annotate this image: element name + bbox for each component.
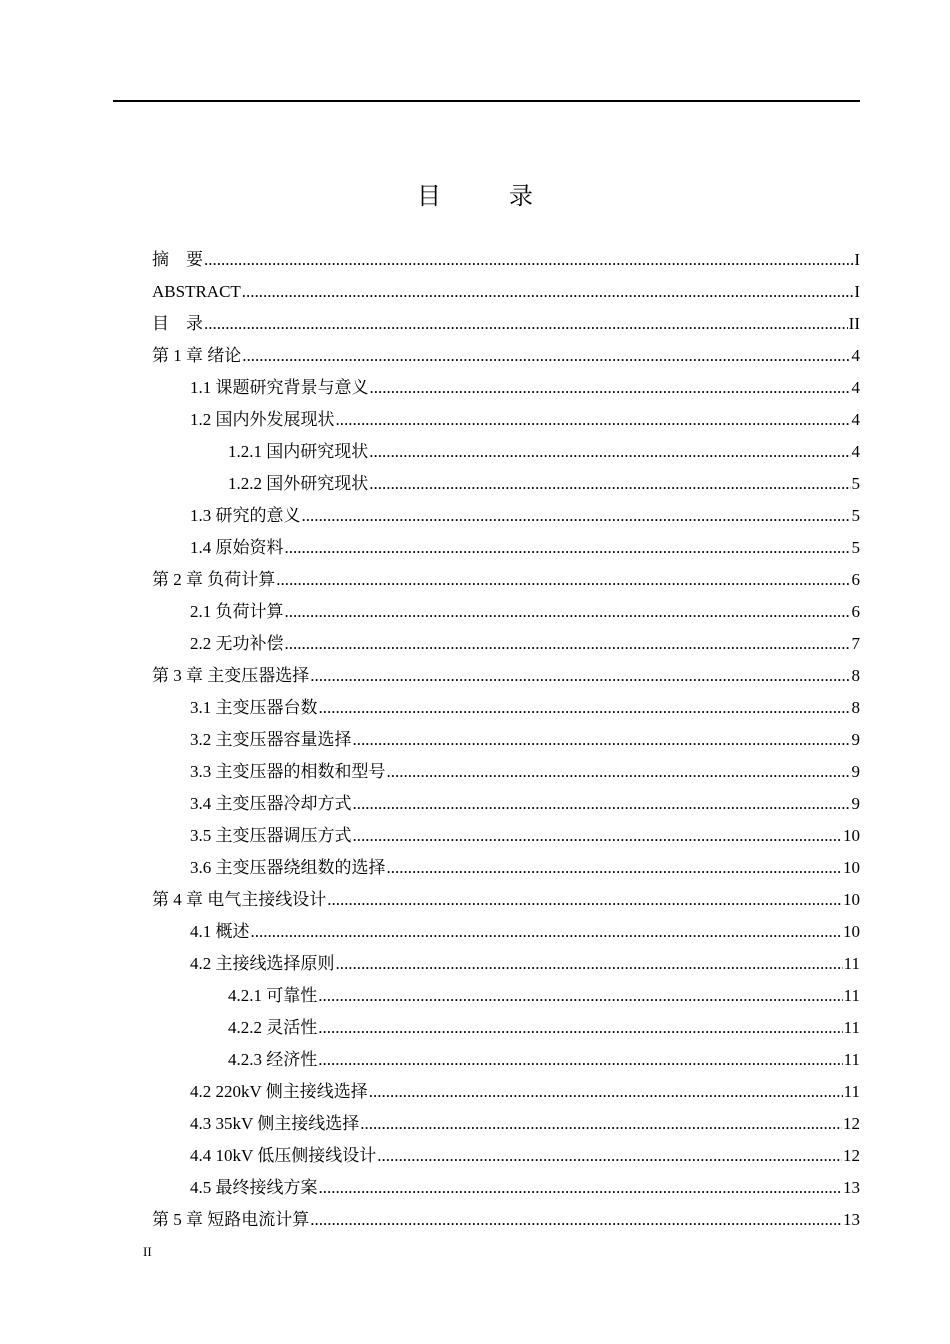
toc-entry-label: 3.4 主变压器冷却方式 [190,794,352,813]
toc-entry-label: 4.2 220kV 侧主接线选择 [190,1082,368,1101]
toc-entry-label: 1.3 研究的意义 [190,506,301,525]
toc-entry[interactable] [190,948,860,980]
toc-entry[interactable] [190,788,860,820]
toc-entry-label: 4.2 主接线选择原则 [190,954,335,973]
toc-entry[interactable] [190,532,860,564]
toc-entry-page: 5 [851,474,860,493]
toc-entry-page: 12 [843,1146,860,1165]
toc-entry-page: 10 [843,890,860,909]
toc-entry-page: 8 [851,698,860,717]
toc-entry[interactable] [190,916,860,948]
toc-dot-leader [276,564,850,596]
header-rule [113,100,860,102]
toc-entry[interactable] [190,1108,860,1140]
toc-dot-leader [370,372,851,404]
toc-entry[interactable] [152,340,860,372]
toc-dot-leader [302,500,851,532]
toc-dot-leader [318,1012,842,1044]
toc-entry-label: 1.2 国内外发展现状 [190,410,335,429]
toc-dot-leader [319,1172,843,1204]
toc-entry-page: 5 [851,506,860,525]
toc-dot-leader [353,820,843,852]
toc-dot-leader [353,788,851,820]
toc-dot-leader [360,1108,842,1140]
toc-entry[interactable] [152,1204,860,1236]
toc-entry-label: 摘 要 [152,250,203,269]
toc-dot-leader [251,916,843,948]
toc-entry-page: 6 [851,570,860,589]
toc-dot-leader [369,436,850,468]
toc-entry[interactable] [228,980,860,1012]
toc-dot-leader [369,1076,843,1108]
toc-entry-page: 11 [843,1082,860,1101]
toc-entry-label: 目 录 [152,314,203,333]
toc-entry-label: 3.3 主变压器的相数和型号 [190,762,386,781]
toc-entry-page: 10 [843,922,860,941]
toc-entry[interactable] [228,1012,860,1044]
toc-entry-page: II [848,314,860,333]
toc-dot-leader [318,980,842,1012]
toc-entry-label: 3.5 主变压器调压方式 [190,826,352,845]
toc-entry-label: 第 4 章 电气主接线设计 [152,890,327,909]
toc-entry-page: 4 [851,442,860,461]
toc-dot-leader [369,468,850,500]
toc-entry-page: 5 [851,538,860,557]
toc-entry-label: 1.2.2 国外研究现状 [228,474,369,493]
toc-entry-page: 4 [851,378,860,397]
toc-entry-page: 11 [843,1050,860,1069]
toc-entry-page: 13 [843,1210,860,1229]
toc-dot-leader [318,1044,842,1076]
toc-entry[interactable] [190,404,860,436]
toc-entry-label: 第 2 章 负荷计算 [152,570,276,589]
toc-entry[interactable] [190,724,860,756]
toc-dot-leader [285,628,851,660]
toc-entry[interactable] [228,1044,860,1076]
toc-entry-label: 4.1 概述 [190,922,250,941]
toc-entry[interactable] [190,596,860,628]
toc-entry[interactable] [190,756,860,788]
table-of-contents [152,244,860,1236]
toc-entry-label: 4.2.1 可靠性 [228,986,318,1005]
toc-entry-label: 3.6 主变压器绕组数的选择 [190,858,386,877]
toc-entry[interactable] [190,820,860,852]
toc-dot-leader [310,660,850,692]
toc-entry[interactable] [190,692,860,724]
toc-entry[interactable] [152,884,860,916]
toc-dot-leader [204,244,853,276]
toc-dot-leader [336,404,851,436]
toc-entry[interactable] [152,276,860,308]
toc-entry-label: 4.2.3 经济性 [228,1050,318,1069]
toc-entry[interactable] [190,1076,860,1108]
toc-entry-label: 4.3 35kV 侧主接线选择 [190,1114,360,1133]
toc-entry-page: I [854,282,860,301]
toc-entry-label: 第 1 章 绪论 [152,346,242,365]
toc-entry-label: 3.2 主变压器容量选择 [190,730,352,749]
toc-dot-leader [242,340,850,372]
toc-dot-leader [242,276,854,308]
page-title: 目 录 [417,184,555,210]
toc-entry[interactable] [190,1140,860,1172]
toc-entry[interactable] [152,244,860,276]
footer-page-number: II [143,1244,152,1259]
toc-entry-page: 11 [843,986,860,1005]
toc-entry[interactable] [228,436,860,468]
toc-entry-page: 4 [851,346,860,365]
toc-dot-leader [387,756,851,788]
toc-entry[interactable] [228,468,860,500]
toc-entry-label: 第 3 章 主变压器选择 [152,666,310,685]
toc-entry[interactable] [152,308,860,340]
toc-entry-page: 12 [843,1114,860,1133]
toc-entry-label: 第 5 章 短路电流计算 [152,1210,310,1229]
toc-entry[interactable] [190,372,860,404]
toc-entry-page: 7 [851,634,860,653]
toc-entry-label: 4.2.2 灵活性 [228,1018,318,1037]
toc-entry-page: 9 [851,762,860,781]
toc-dot-leader [204,308,848,340]
toc-entry-label: 1.1 课题研究背景与意义 [190,378,369,397]
toc-entry-page: 11 [843,954,860,973]
toc-dot-leader [387,852,843,884]
toc-dot-leader [336,948,843,980]
toc-entry-page: 4 [851,410,860,429]
toc-entry-page: I [854,250,860,269]
toc-entry-page: 6 [851,602,860,621]
toc-entry-label: 4.5 最终接线方案 [190,1178,318,1197]
toc-entry-label: 2.1 负荷计算 [190,602,284,621]
toc-dot-leader [310,1204,842,1236]
toc-entry[interactable] [190,500,860,532]
toc-entry[interactable] [190,852,860,884]
toc-entry-page: 13 [843,1178,860,1197]
toc-dot-leader [319,692,851,724]
toc-entry[interactable] [190,1172,860,1204]
toc-entry-label: 1.2.1 国内研究现状 [228,442,369,461]
toc-entry-page: 9 [851,794,860,813]
toc-entry[interactable] [190,628,860,660]
toc-dot-leader [285,532,851,564]
toc-entry-label: 3.1 主变压器台数 [190,698,318,717]
toc-entry-label: 2.2 无功补偿 [190,634,284,653]
toc-entry-label: 4.4 10kV 低压侧接线设计 [190,1146,377,1165]
toc-entry-label: ABSTRACT [152,282,241,301]
toc-entry-page: 11 [843,1018,860,1037]
toc-entry[interactable] [152,660,860,692]
toc-entry-page: 10 [843,858,860,877]
toc-entry-label: 1.4 原始资料 [190,538,284,557]
toc-entry-page: 10 [843,826,860,845]
toc-dot-leader [377,1140,842,1172]
toc-dot-leader [353,724,851,756]
toc-entry[interactable] [152,564,860,596]
toc-entry-page: 9 [851,730,860,749]
toc-entry-page: 8 [851,666,860,685]
toc-dot-leader [327,884,842,916]
toc-dot-leader [285,596,851,628]
